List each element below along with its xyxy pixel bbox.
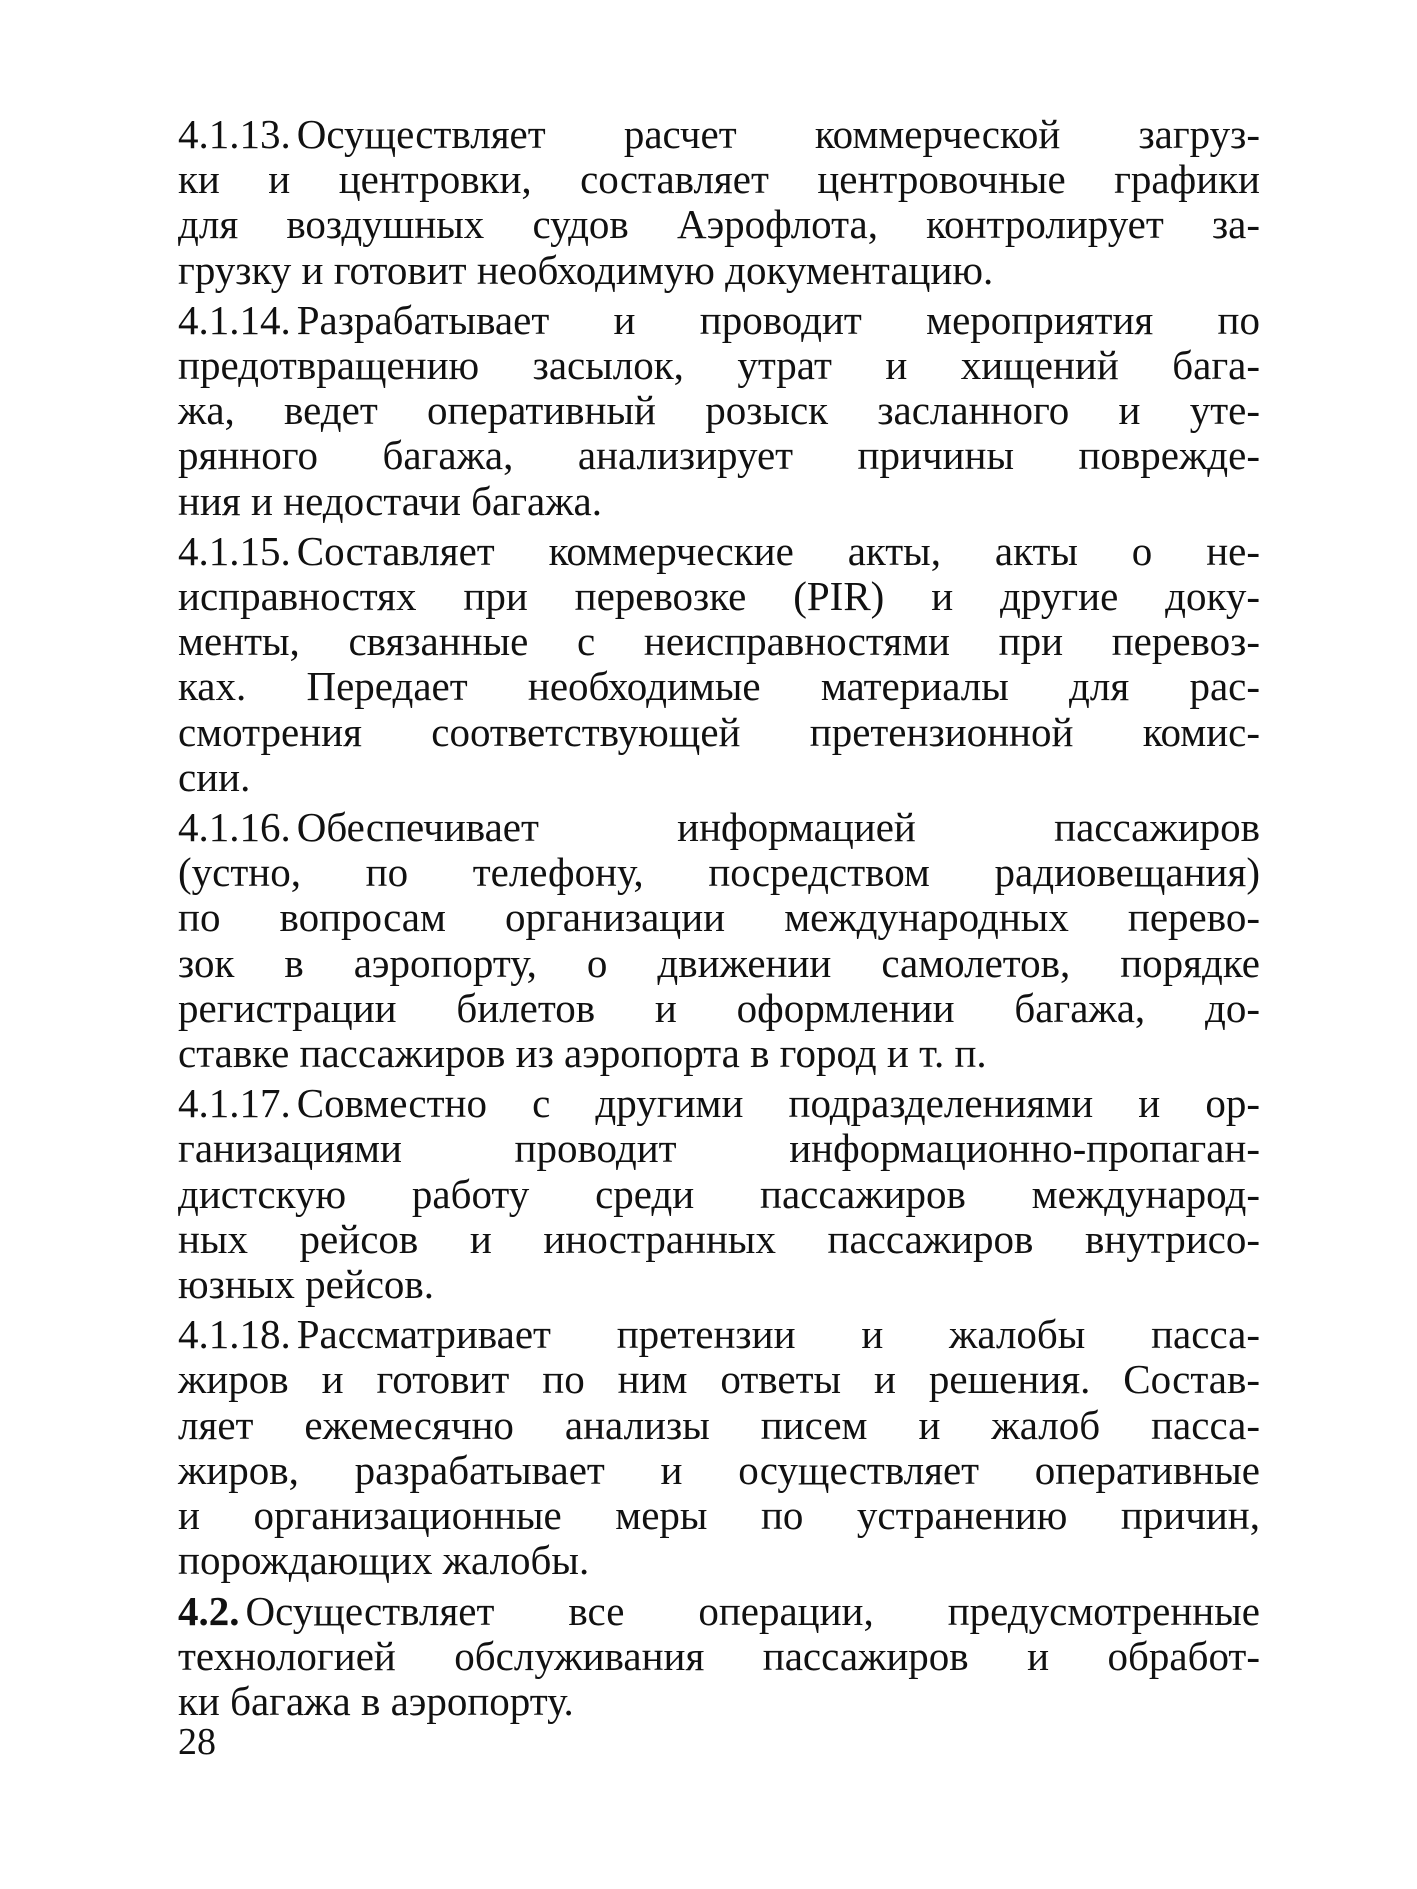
paragraph-line: рянного багажа, анализирует причины поврежде-	[178, 432, 1260, 479]
paragraph-line: ках. Передает необходимые материалы для рас-	[178, 663, 1260, 710]
paragraph-line: менты, связанные с неисправностями при перевоз-	[178, 618, 1260, 665]
paragraph-line: для воздушных судов Аэрофлота, контролирует за-	[178, 201, 1260, 248]
paragraph-line: по вопросам организации международных перево-	[178, 894, 1260, 941]
paragraph-line: Составляет коммерческие акты, акты о не-	[296, 527, 1260, 574]
paragraph-line: ки и центровки, составляет центровочные графики	[178, 156, 1260, 203]
paragraph-line: Осуществляет расчет коммерческой загруз-	[296, 111, 1260, 157]
paragraph-number: 4.2.	[178, 1587, 240, 1634]
paragraph-line: Обеспечивает информацией пассажиров	[296, 804, 1260, 851]
paragraph-line: жиров, разрабатывает и осуществляет оперативные	[178, 1446, 1260, 1493]
paragraph-4-1-14	[178, 298, 1260, 524]
paragraph-line: исправностях при перевозке (PIR) и другие доку-	[178, 573, 1260, 620]
paragraph-number: 4.1.18.	[178, 1311, 291, 1358]
paragraph-line: Рассматривает претензии и жалобы пасса-	[296, 1311, 1260, 1358]
paragraph-number: 4.1.15.	[178, 527, 291, 574]
paragraph-line: регистрации билетов и оформлении багажа, до-	[178, 984, 1260, 1031]
paragraph-line: жиров и готовит по ним ответы и решения. Состав-	[178, 1356, 1260, 1403]
paragraph-4-2	[178, 1589, 1260, 1725]
paragraph-line: грузку и готовит необходимую документацию.	[178, 246, 994, 293]
paragraph-number: 4.1.16.	[178, 804, 291, 851]
paragraph-line: смотрения соответствующей претензионной комис-	[178, 708, 1260, 755]
paragraph-line: дистскую работу среди пассажиров международ-	[178, 1170, 1260, 1217]
paragraph-4-1-13	[178, 112, 1260, 293]
body-text	[178, 112, 1260, 1729]
paragraph-line: порождающих жалобы.	[178, 1537, 590, 1584]
paragraph-line: ставке пассажиров из аэропорта в город и т. п.	[178, 1030, 987, 1077]
paragraph-line: предотвращению засылок, утрат и хищений бага-	[178, 342, 1260, 389]
paragraph-line: Совместно с другими подразделениями и ор-	[296, 1080, 1260, 1127]
paragraph-number: 4.1.17.	[178, 1080, 291, 1127]
paragraph-line: юзных рейсов.	[178, 1261, 435, 1308]
paragraph-number: 4.1.13.	[178, 111, 291, 157]
paragraph-line: Разрабатывает и проводит мероприятия по	[296, 296, 1260, 343]
paragraph-line: ляет ежемесячно анализы писем и жалоб пасса-	[178, 1401, 1260, 1448]
paragraph-line: Осуществляет все операции, предусмотренные	[245, 1587, 1260, 1634]
paragraph-4-1-15	[178, 529, 1260, 800]
paragraph-line: жа, ведет оперативный розыск засланного и уте-	[178, 387, 1260, 434]
paragraph-line: ных рейсов и иностранных пассажиров внутрисо-	[178, 1215, 1260, 1262]
paragraph-4-1-17	[178, 1081, 1260, 1307]
paragraph-line: зок в аэропорту, о движении самолетов, порядке	[178, 939, 1260, 986]
paragraph-line: (устно, по телефону, посредством радиовещания)	[178, 849, 1260, 896]
paragraph-line: технологией обслуживания пассажиров и обработ-	[178, 1632, 1260, 1679]
paragraph-line: ганизациями проводит информационно-пропаган-	[178, 1125, 1260, 1172]
paragraph-4-1-16	[178, 805, 1260, 1076]
paragraph-line: сии.	[178, 753, 251, 800]
paragraph-line: ния и недостачи багажа.	[178, 477, 602, 524]
paragraph-4-1-18	[178, 1312, 1260, 1583]
page-number: 28	[178, 1721, 216, 1763]
paragraph-line: и организационные меры по устранению причин,	[178, 1492, 1260, 1539]
paragraph-number: 4.1.14.	[178, 296, 291, 343]
paragraph-line: ки багажа в аэропорту.	[178, 1677, 574, 1724]
